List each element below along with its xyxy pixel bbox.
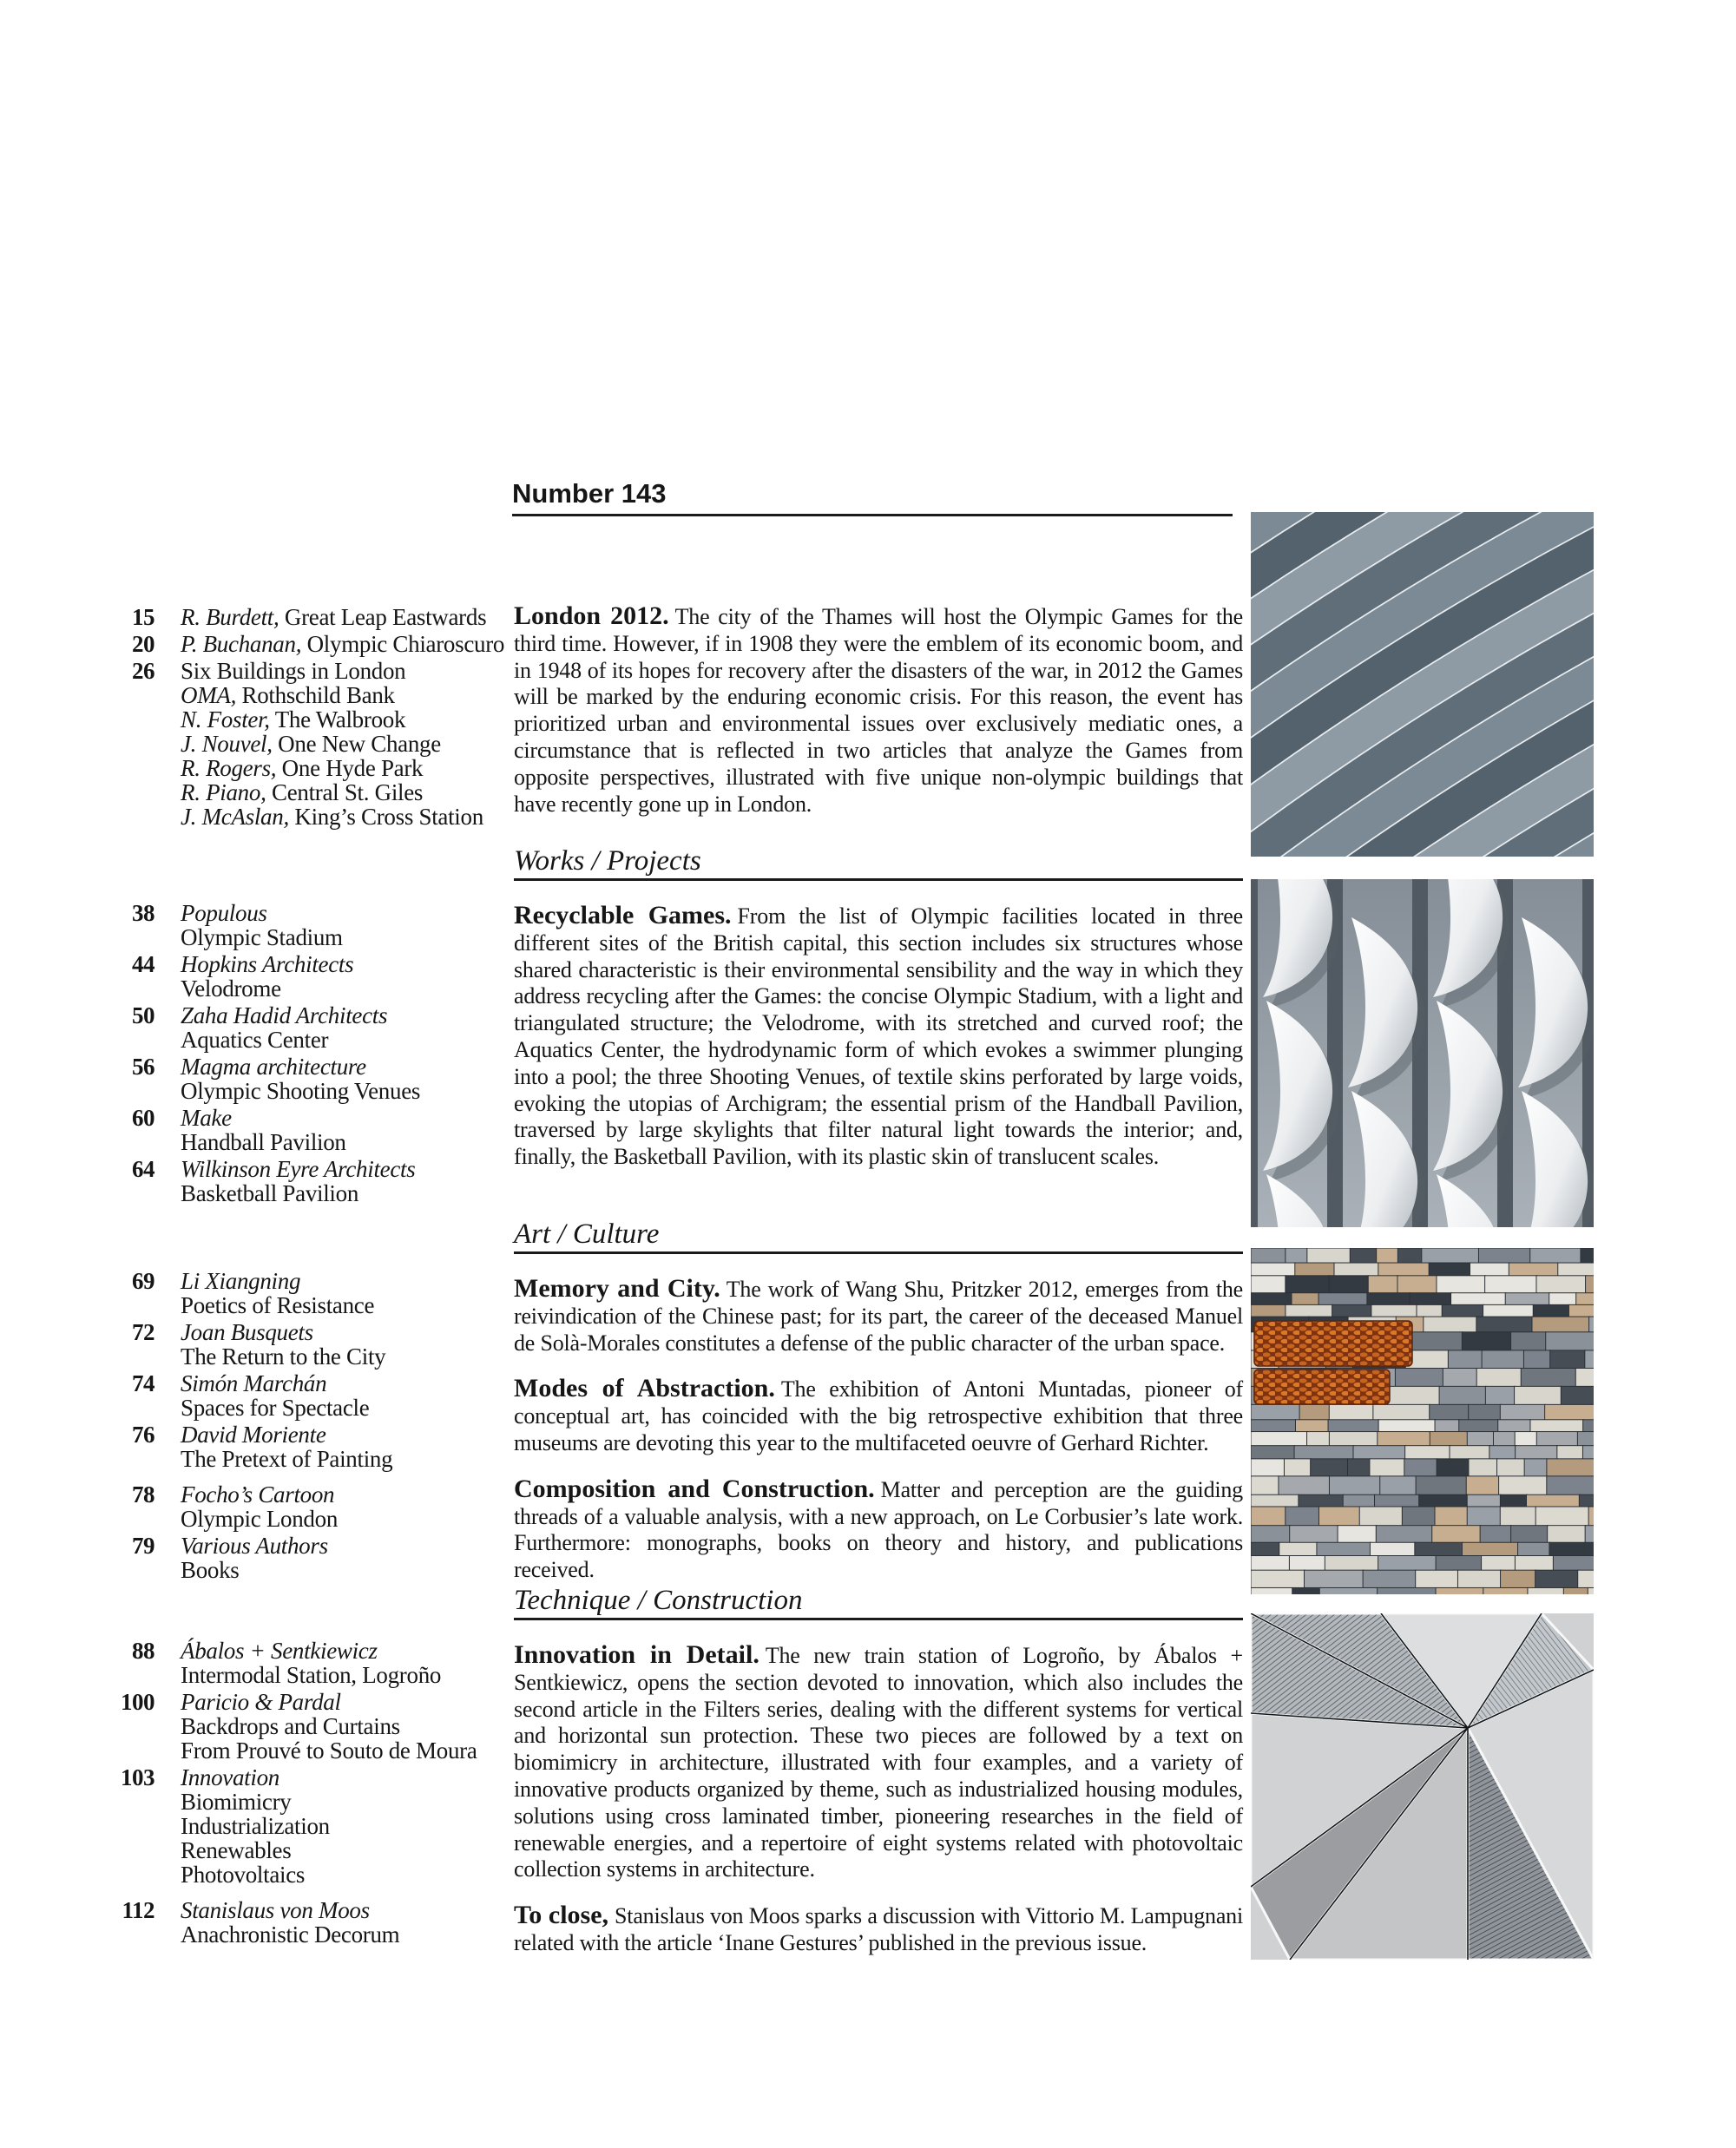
paragraph-text: The new train station of Logroño, by Ábalos + Sentkiewicz, opens the section devoted to innovation, which also includes the second article in the Filters series, dealing with the different systems for vertical and horizontal sun protection. These two pieces are followed by a text on biomimicry in architecture, illustrated with four examples, and a variety of innovative products organized by theme, such as industrialized housing modules, solutions using cross laminated timber, pioneering researches in the field of renewable energies, and a repertoire of eight systems related with photovoltaic collection systems in architecture. — [514, 1643, 1243, 1882]
section-heading: Art / Culture — [514, 1219, 660, 1250]
toc-entry-text: Paricio & Pardal Backdrops and Curtains From Prouvé to Souto de Moura — [181, 1689, 477, 1764]
toc-page-number: 72 — [132, 1319, 155, 1345]
toc-page-number: 20 — [132, 631, 155, 657]
toc-page-number: 15 — [132, 604, 155, 630]
toc-entry-text: Simón Marchán Spaces for Spectacle — [181, 1370, 370, 1421]
toc-entry — [87, 659, 521, 829]
section-rule — [514, 1618, 1243, 1620]
toc-page-number: 56 — [132, 1054, 155, 1080]
paragraph-text: From the list of Olympic facilities located in three different sites of the British capital, this section includes six structures whose shared characteristic is their environmental sensibility and the way in which they address recycling after the Games: the concise Olympic Stadium, with a light and triangulated structure; the Velodrome, with its stretched and curved roof; the Aquatics Center, the hydrodynamic form of which evokes a swimmer plunging into a pool; the three Shooting Venues, of textile skins perforated by large voids, evoking the utopias of Archigram; the essential prism of the Handball Pavilion, traversed by large skylights that filter natural light towards the interior; and, finally, the Basketball Pavilion, with its plastic skin of translucent scales. — [514, 903, 1243, 1170]
toc-page-number: 76 — [132, 1422, 155, 1448]
paragraph-text: The city of the Thames will host the Olympic Games for the third time. However, if in 1908 they were the emblem of its economic boom, and in 1948 of its hopes for recovery after the disasters of the war, in 2012 the Games will be marked by the enduring economic crisis. For this reason, the event has prioritized urban and environmental issues over exclusively mediatic ones, a circumstance that is reflected in two articles that analyze the Games from opposite perspectives, illustrated with five unique non-olympic buildings that have recently gone up in London. — [514, 604, 1243, 817]
toc-entry-text: Make Handball Pavilion — [181, 1105, 346, 1155]
toc-page-number: 112 — [122, 1897, 155, 1923]
toc-entry — [87, 1422, 521, 1471]
toc-entry-text: Joan Busquets The Return to the City — [181, 1319, 386, 1370]
toc-page-number: 38 — [132, 900, 155, 926]
toc-entry — [87, 1482, 521, 1531]
toc-entry-text: Various Authors Books — [181, 1533, 328, 1583]
paragraph-lead: To close, — [514, 1901, 609, 1930]
paragraph — [514, 1276, 1243, 1356]
toc-entry — [87, 1269, 521, 1317]
paragraph — [514, 1902, 1243, 1957]
photo-triangulated-panels — [1251, 1613, 1594, 1960]
main-section — [514, 1219, 1243, 1584]
paragraph-lead: London 2012. — [514, 601, 669, 630]
toc-entry — [87, 1157, 521, 1205]
paragraph-lead: Memory and City. — [514, 1274, 720, 1303]
header-rule — [512, 514, 1233, 516]
toc-page-number: 74 — [132, 1370, 155, 1396]
toc-entry — [87, 1765, 521, 1887]
toc-entry — [87, 1534, 521, 1582]
main-section — [514, 846, 1243, 1171]
toc-page-number: 60 — [132, 1105, 155, 1131]
paragraph-text: Stanislaus von Moos sparks a discussion with Vittorio M. Lampugnani related with the article ‘Inane Gestures’ published in the previous issue. — [514, 1903, 1243, 1955]
toc-entry — [87, 1003, 521, 1052]
toc-entry-text: R. Burdett, Great Leap Eastwards — [181, 604, 487, 630]
toc-entry-text: Innovation Biomimicry Industrialization Renewables Photovoltaics — [181, 1764, 330, 1888]
toc-entry — [87, 901, 521, 949]
toc-entry — [87, 1054, 521, 1103]
main-section — [514, 1586, 1243, 1957]
main-section — [514, 603, 1243, 818]
section-heading: Technique / Construction — [514, 1585, 803, 1616]
paragraph-text: The work of Wang Shu, Pritzker 2012, emerges from the reivindication of the Chinese past; for its part, the career of the deceased Manuel de Solà-Morales constitutes a defense of the public character of the urban space. — [514, 1277, 1244, 1356]
issue-number-heading: Number 143 — [512, 478, 667, 509]
toc-entry-text: Zaha Hadid Architects Aquatics Center — [181, 1002, 388, 1053]
toc-page-number: 88 — [132, 1638, 155, 1664]
toc-block — [87, 1269, 521, 1585]
toc-entry-text: Magma architecture Olympic Shooting Venues — [181, 1054, 421, 1104]
section-heading: Works / Projects — [514, 845, 701, 877]
toc-entry-text: Six Buildings in London OMA, Rothschild Bank N. Foster, The Walbrook J. Nouvel, One New Change R. Rogers, One Hyde Park R. Piano, Central St. Giles J. McAslan, King’s Cross Station — [181, 658, 483, 830]
paragraph — [514, 903, 1243, 1171]
paragraph-lead: Composition and Construction. — [514, 1474, 875, 1503]
toc-entry-text: Focho’s Cartoon Olympic London — [181, 1481, 339, 1532]
paragraph-lead: Innovation in Detail. — [514, 1640, 760, 1669]
paragraph-lead: Modes of Abstraction. — [514, 1374, 775, 1403]
photo-steel-louver-facade — [1251, 512, 1594, 857]
toc-entry — [87, 605, 521, 629]
toc-block — [87, 901, 521, 1208]
toc-page-number: 69 — [132, 1268, 155, 1294]
toc-entry-text: Stanislaus von Moos Anachronistic Decorum — [181, 1897, 400, 1948]
toc-entry — [87, 1320, 521, 1369]
toc-entry — [87, 1106, 521, 1154]
toc-entry-text: Hopkins Architects Velodrome — [181, 951, 354, 1002]
toc-entry — [87, 952, 521, 1001]
paragraph — [514, 1642, 1243, 1883]
toc-entry — [87, 632, 521, 656]
toc-entry-text: Populous Olympic Stadium — [181, 900, 343, 950]
toc-entry — [87, 1371, 521, 1420]
paragraph — [514, 603, 1243, 818]
paragraph — [514, 1476, 1243, 1584]
toc-page-number: 44 — [132, 951, 155, 977]
paragraph-text: Matter and perception are the guiding threads of a valuable analysis, with a new approach, on Le Corbusier’s late work. Furthermore: monographs, books on theory and history, and publications received. — [514, 1476, 1243, 1583]
toc-entry — [87, 1639, 521, 1687]
toc-page-number: 100 — [121, 1689, 155, 1715]
toc-entry — [87, 1690, 521, 1763]
toc-entry — [87, 1898, 521, 1947]
paragraph-lead: Recyclable Games. — [514, 901, 732, 929]
toc-entry-text: Li Xiangning Poetics of Resistance — [181, 1268, 375, 1318]
section-rule — [514, 1251, 1243, 1254]
toc-page-number: 64 — [132, 1156, 155, 1182]
toc-page-number: 50 — [132, 1002, 155, 1028]
photo-twisted-white-panels — [1251, 879, 1594, 1227]
paragraph-text: The exhibition of Antoni Muntadas, pioneer of conceptual art, has coincided with the big retrospective exhibition that three museums are devoting this year to the multifaceted oeuvre of Gerhard Richter. — [514, 1376, 1243, 1455]
toc-block — [87, 605, 521, 831]
toc-block — [87, 1639, 521, 1949]
toc-entry-text: P. Buchanan, Olympic Chiaroscuro — [181, 631, 505, 657]
toc-page-number: 79 — [132, 1533, 155, 1559]
toc-entry-text: Ábalos + Sentkiewicz Intermodal Station, Logroño — [181, 1638, 442, 1688]
toc-entry-text: David Moriente The Pretext of Painting — [181, 1422, 393, 1472]
photo-stone-brick-wall — [1251, 1248, 1594, 1594]
toc-page-number: 78 — [132, 1481, 155, 1508]
paragraph — [514, 1376, 1243, 1456]
toc-entry-text: Wilkinson Eyre Architects Basketball Pavilion — [181, 1156, 416, 1206]
toc-page-number: 103 — [121, 1764, 155, 1790]
section-rule — [514, 878, 1243, 881]
toc-page-number: 26 — [132, 658, 155, 684]
